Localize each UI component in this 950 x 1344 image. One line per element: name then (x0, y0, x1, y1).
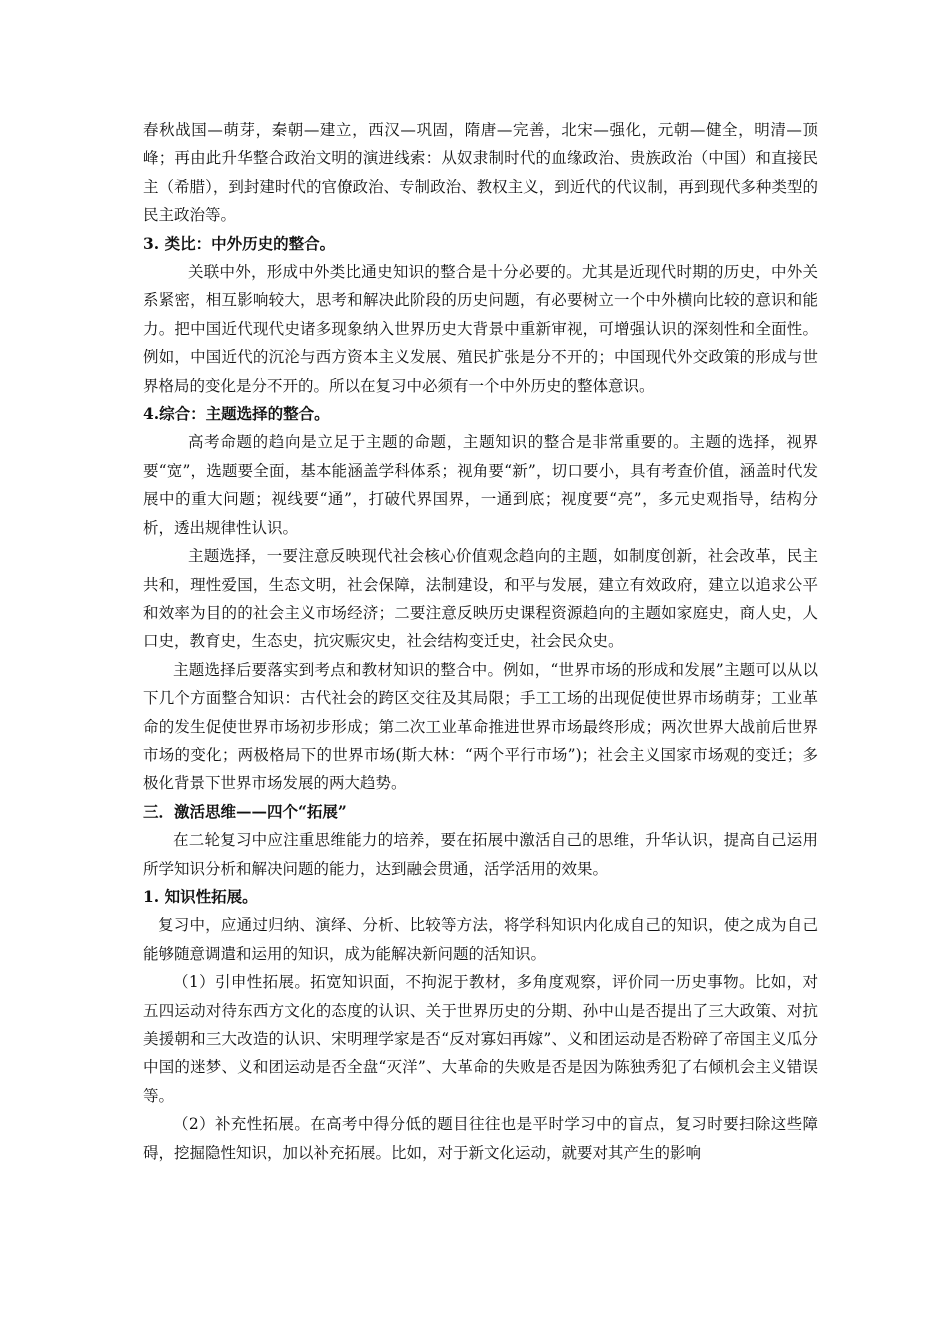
section-heading-activate-thinking: 三．激活思维——四个“拓展” (143, 801, 347, 821)
document-body (143, 116, 818, 1167)
paragraph-supplement-expansion: （2）补充性拓展。在高考中得分低的题目往往也是平时学习中的盲点，复习时要扫除这些障碍，挖掘隐性知识，加以补充拓展。比如，对于新文化运动，就要对其产生的影响 (143, 1115, 818, 1162)
paragraph-theme-trend: 高考命题的趋向是立足于主题的命题，主题知识的整合是非常重要的。主题的选择，视界要“宽”，选题要全面，基本能涵盖学科体系；视角要“新”，切口要小，具有考查价值，涵盖时代发展中的重大问题；视线要“通”，打破代界国界，一通到底；视度要“亮”，多元史观指导，结构分析，透出规律性认识。 (143, 433, 818, 537)
paragraph-analogy: 关联中外，形成中外类比通史知识的整合是十分必要的。尤其是近现代时期的历史，中外关系紧密，相互影响较大，思考和解决此阶段的历史问题，有必要树立一个中外横向比较的意识和能力。把中国近代现代史诸多现象纳入世界历史大背景中重新审视，可增强认识的深刻性和全面性。例如，中国近代的沉沦与西方资本主义发展、殖民扩张是分不开的；中国现代外交政策的形成与世界格局的变化是分不开的。所以在复习中必须有一个中外历史的整体意识。 (143, 263, 818, 395)
section-heading-knowledge-expansion: 1. 知识性拓展。 (143, 886, 258, 906)
paragraph-thinking-intro: 在二轮复习中应注重思维能力的培养，要在拓展中激活自己的思维，升华认识，提高自己运用所学知识分析和解决问题的能力，达到融会贯通，活学活用的效果。 (143, 831, 818, 878)
paragraph-political-evolution: 春秋战国—萌芽，秦朝—建立，西汉—巩固，隋唐—完善，北宋—强化，元朝—健全，明清—顶峰；再由此升华整合政治文明的演进线索：从奴隶制时代的血缘政治、贵族政治（中国）和直接民主（希腊），到封建时代的官僚政治、专制政治、教权主义，到近代的代议制，再到现代多种类型的民主政治等。 (143, 121, 818, 225)
paragraph-world-market: 主题选择后要落实到考点和教材知识的整合中。例如，“世界市场的形成和发展”主题可以从以下几个方面整合知识：古代社会的跨区交往及其局限；手工工场的出现促使世界市场萌芽；工业革命的发生促使世界市场初步形成；第二次工业革命推进世界市场最终形成；两次世界大战前后世界市场的变化；两极格局下的世界市场(斯大林：“两个平行市场”)；社会主义国家市场观的变迁；多极化背景下世界市场发展的两大趋势。 (143, 660, 818, 793)
paragraph-extension-expansion: （1）引申性拓展。拓宽知识面，不拘泥于教材，多角度观察，评价同一历史事物。比如，对五四运动对待东西方文化的态度的认识、关于世界历史的分期、孙中山是否提出了三大政策、对抗美援朝和三大改造的认识、宋明理学家是否“反对寡妇再嫁”、义和团运动是否粉碎了帝国主义瓜分中国的迷梦、义和团运动是否全盘“灭洋”、大革命的失败是否是因为陈独秀犯了右倾机会主义错误等。 (143, 973, 818, 1105)
section-heading-synthesis: 4.综合：主题选择的整合。 (143, 404, 330, 424)
paragraph-theme-selection: 主题选择，一要注意反映现代社会核心价值观念趋向的主题，如制度创新，社会改革，民主共和，理性爱国，生态文明，社会保障，法制建设，和平与发展，建立有效政府，建立以追求公平和效率为目的的社会主义市场经济；二要注意反映历史课程资源趋向的主题如家庭史，商人史，人口史，教育史，生态史，抗灾赈灾史，社会结构变迁史，社会民众史。 (143, 547, 818, 651)
paragraph-knowledge-expansion: 复习中，应通过归纳、演绎、分析、比较等方法，将学科知识内化成自己的知识，使之成为自己能够随意调遣和运用的知识，成为能解决新问题的活知识。 (143, 916, 818, 963)
section-heading-analogy: 3. 类比：中外历史的整合。 (143, 233, 336, 253)
